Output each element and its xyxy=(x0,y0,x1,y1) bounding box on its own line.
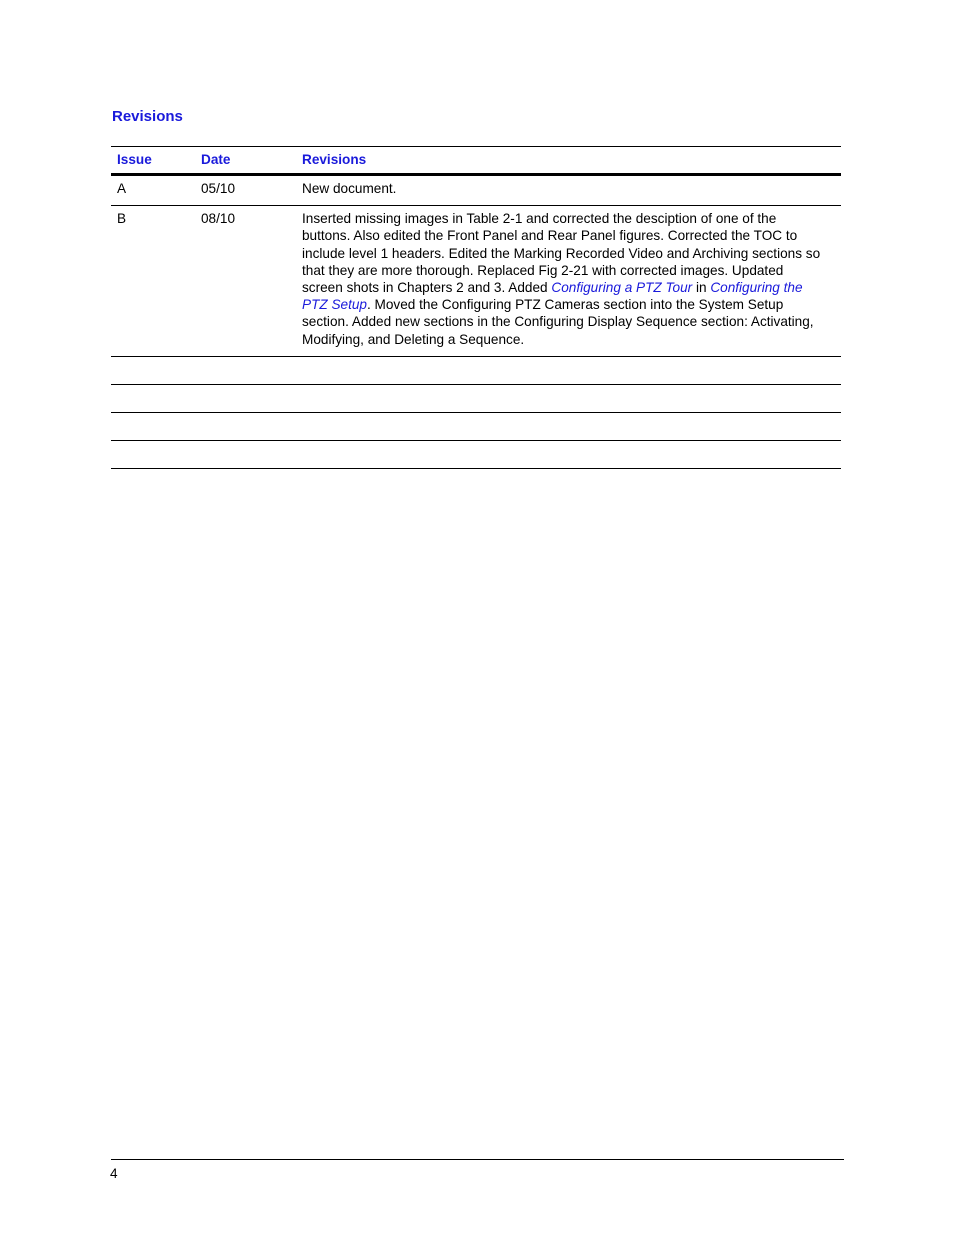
empty-row xyxy=(111,440,841,468)
table-row xyxy=(111,206,841,357)
link-configuring-ptz-tour[interactable]: Configuring a PTZ Tour xyxy=(551,280,693,296)
empty-row xyxy=(111,384,841,412)
footer-rule xyxy=(111,1159,844,1160)
empty-row xyxy=(111,356,841,384)
column-header-date: Date xyxy=(201,147,302,175)
table-row xyxy=(111,175,841,206)
column-header-revisions: Revisions xyxy=(302,147,841,175)
column-header-issue: Issue xyxy=(111,147,201,175)
date-cell: 05/10 xyxy=(201,175,302,206)
table-header-row xyxy=(111,147,841,175)
revisions-table xyxy=(111,146,841,469)
section-heading: Revisions xyxy=(112,108,183,125)
revision-text: . Moved the Configuring PTZ Cameras section into the System Setup section. Added new sections in the Configuring Display Sequence section: Activating, Modifying, and Deleting a Sequence. xyxy=(302,297,814,347)
date-cell: 08/10 xyxy=(201,206,302,357)
issue-cell: A xyxy=(111,175,201,206)
revision-text: in xyxy=(692,280,711,296)
page-number: 4 xyxy=(110,1166,118,1181)
revision-cell: New document. xyxy=(302,175,841,206)
issue-cell: B xyxy=(111,206,201,357)
link-configuring-ptz-setup[interactable]: Configuring the PTZ Setup xyxy=(302,280,803,313)
revision-text: Inserted missing images in Table 2-1 and corrected the desciption of one of the buttons. Also edited the Front Panel and Rear Panel figures. Corrected the TOC to include level 1 headers. Edited the Marking Recorded Video and Archiving sections so that they are more thorough. Replaced Fig 2-21 with corrected images. Updated screen shots in Chapters 2 and 3. Added xyxy=(302,211,821,296)
empty-row xyxy=(111,412,841,440)
revision-cell xyxy=(302,206,841,357)
